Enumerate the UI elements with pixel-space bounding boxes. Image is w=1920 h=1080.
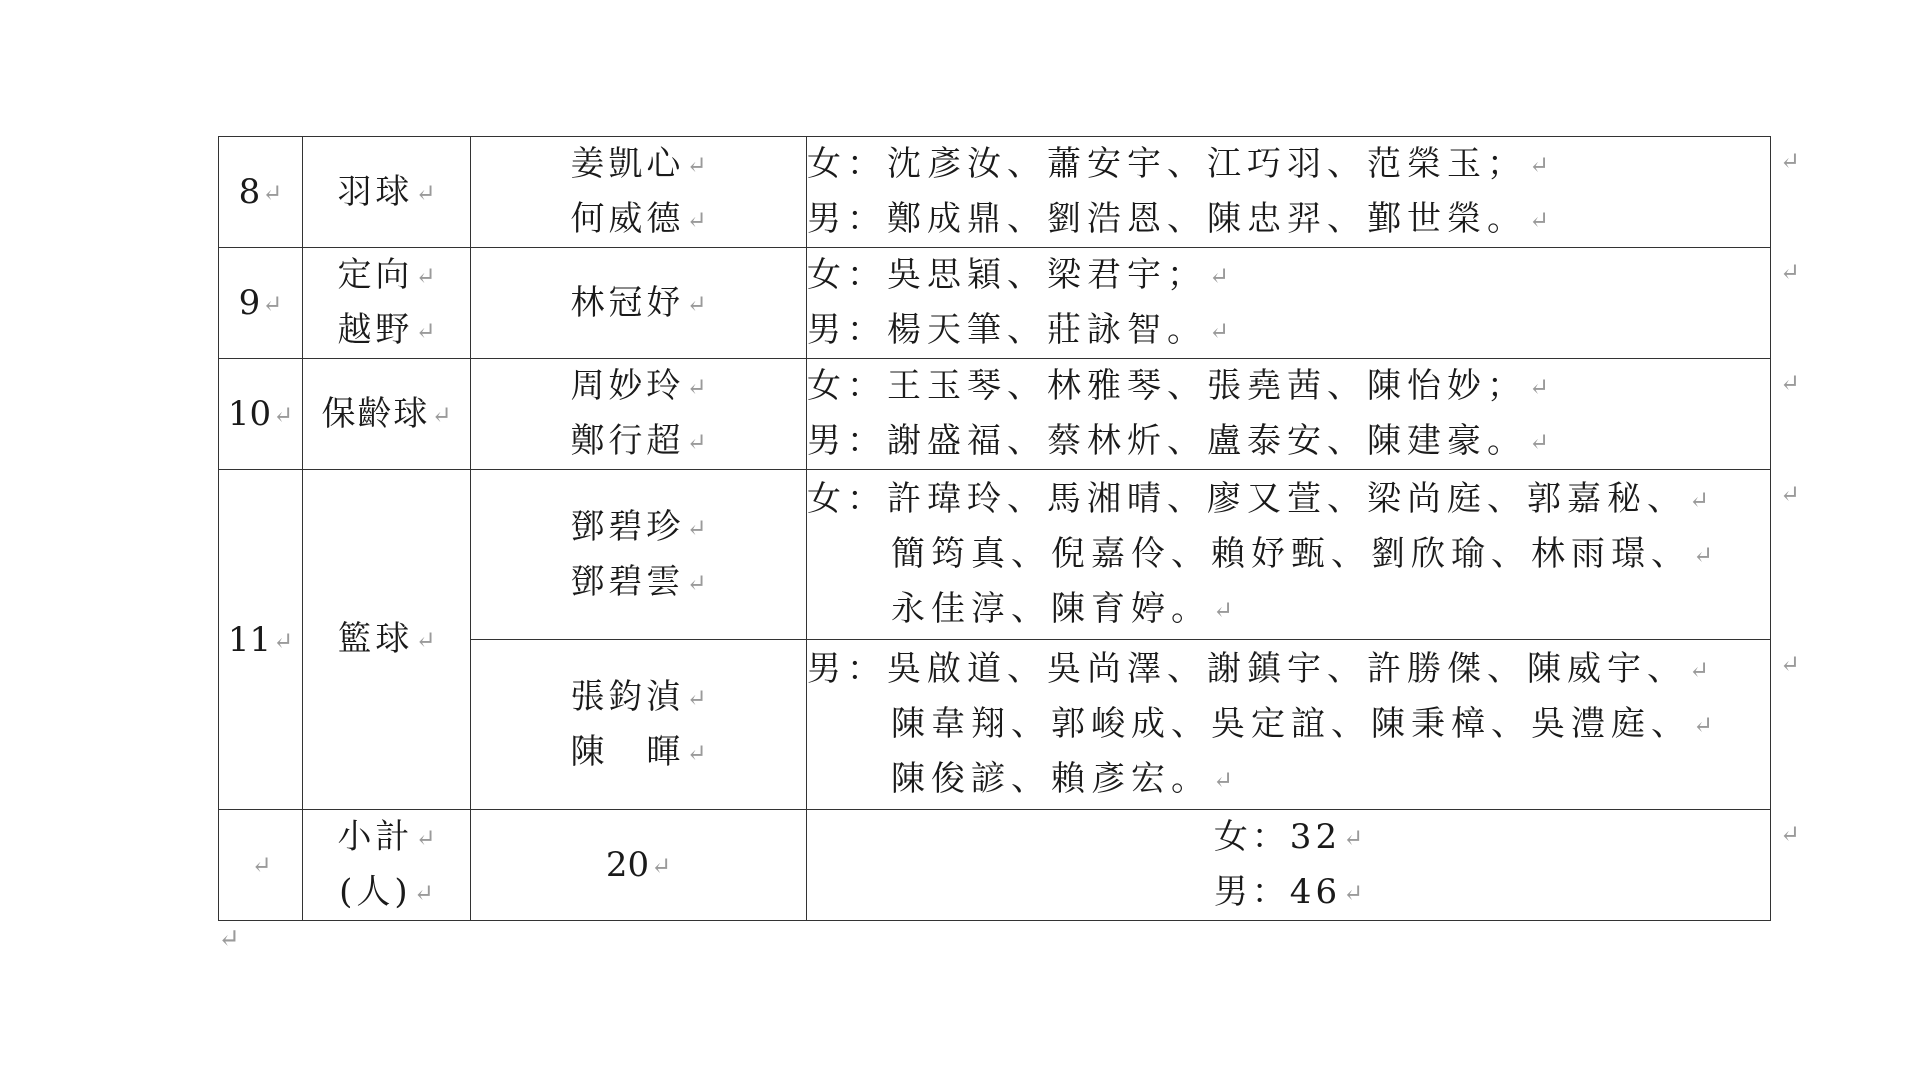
subtotal-gender-cell: 女：32↵ 男：46↵ ↵ [807,810,1771,921]
row-number-cell: 8↵ [219,137,303,248]
subtotal-label-cell: 小計↵ (人)↵ [303,810,471,921]
leaders-cell: 姜凱心↵ 何威德↵ [471,137,807,248]
row-number-cell: 9↵ [219,248,303,359]
sport-cell: 羽球↵ [303,137,471,248]
female-total: 女：32 [1213,817,1342,857]
row-number-cell: 11↵ [219,470,303,810]
table-row [219,359,1771,470]
roster-table [218,136,1800,921]
members-cell: 女：沈彥汝、蕭安宇、江巧羽、范榮玉；↵ 男：鄭成鼎、劉浩恩、陳忠羿、鄞世榮。↵ ↵ [807,137,1771,248]
paragraph-end-mark: ↵ [218,924,240,954]
members-cell: 男：吳啟道、吳尚澤、謝鎮宇、許勝傑、陳威宇、↵ 陳韋翔、郭峻成、吳定誼、陳秉樟、吳澧庭、↵ 陳俊諺、賴彥宏。↵ ↵ [807,640,1771,810]
subtotal-row [219,810,1771,921]
leaders-cell: 鄧碧珍↵ 鄧碧雲↵ [471,470,807,640]
sport-cell: 保齡球↵ [303,359,471,470]
sport-cell: 籃球↵ [303,470,471,810]
leaders-cell: 林冠妤↵ [471,248,807,359]
members-cell: 女：吳思穎、梁君宇；↵ 男：楊天筆、莊詠智。↵ ↵ [807,248,1771,359]
subtotal-empty-cell: ↵ [219,810,303,921]
male-total: 男：46 [1213,872,1342,912]
sport-cell: 定向↵ 越野↵ [303,248,471,359]
row-number-cell: 10↵ [219,359,303,470]
leaders-cell: 張鈞湞↵ 陳 暉↵ [471,640,807,810]
members-cell: 女：許瑋玲、馬湘晴、廖又萱、梁尚庭、郭嘉秘、↵ 簡筠真、倪嘉伶、賴妤甄、劉欣瑜、林雨璟、↵ 永佳淳、陳育婷。↵ ↵ [807,470,1771,640]
table-row [219,248,1771,359]
table-row [219,137,1771,248]
members-cell: 女：王玉琴、林雅琴、張堯茜、陳怡妙；↵ 男：謝盛福、蔡林炘、盧泰安、陳建豪。↵ ↵ [807,359,1771,470]
leaders-cell: 周妙玲↵ 鄭行超↵ [471,359,807,470]
table-row [219,470,1771,640]
subtotal-leaders-count: 20↵ [471,810,807,921]
